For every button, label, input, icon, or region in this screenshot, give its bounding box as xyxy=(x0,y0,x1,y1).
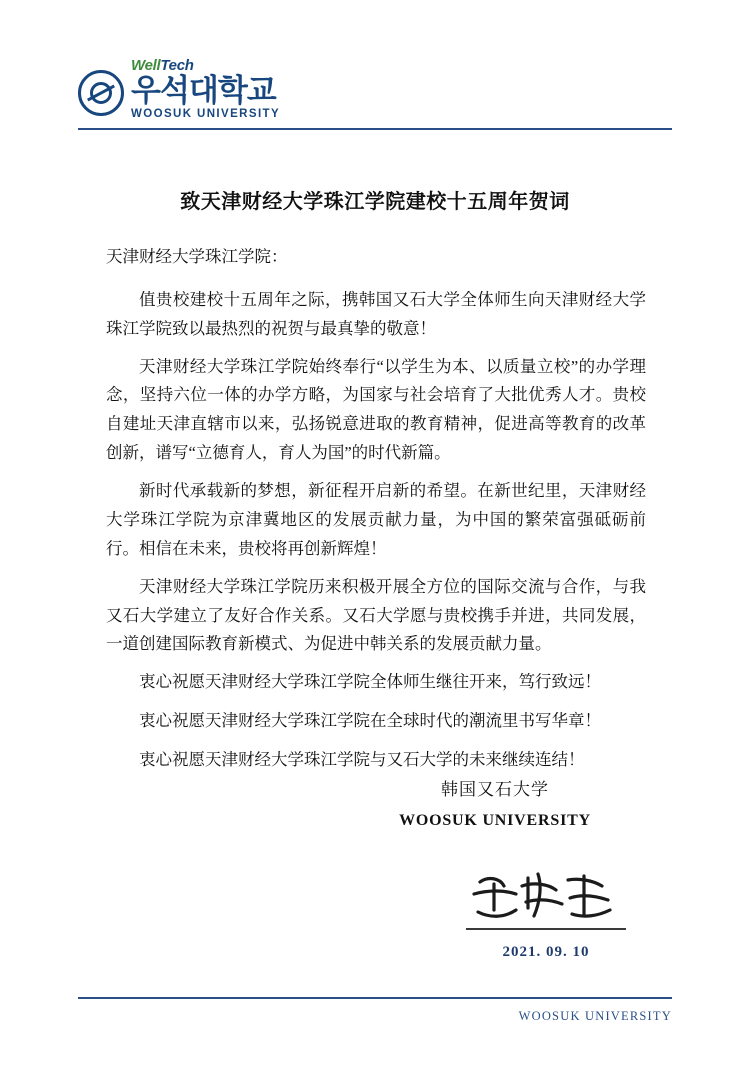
header-divider xyxy=(78,128,672,130)
welltech-wordmark xyxy=(131,58,280,73)
salutation: 天津财经大学珠江学院： xyxy=(106,247,288,266)
welltech-part-well: Well xyxy=(131,56,161,74)
signature-organization-cn: 韩国又石大学 xyxy=(441,780,549,799)
signature-date: 2021. 09. 10 xyxy=(502,944,590,960)
logo-korean-name: 우석대학교 xyxy=(131,72,276,108)
page-title: 致天津财经大学珠江学院建校十五周年贺词 xyxy=(180,191,570,213)
paragraph: 值贵校建校十五周年之际，携韩国又石大学全体师生向天津财经大学珠江学院致以最热烈的祝贺与最真挚的敬意！ xyxy=(106,289,646,338)
paragraph: 衷心祝愿天津财经大学珠江学院全体师生继往开来，笃行致远！ xyxy=(139,672,601,692)
logo-text-block xyxy=(131,58,280,121)
paragraph: 天津财经大学珠江学院始终奉行“以学生为本、以质量立校”的办学理念，坚持六位一体的办学方略，为国家与社会培育了大批优秀人才。贵校自建址天津直辖市以来，弘扬锐意进取的教育精神，促进高等教育的改革创新，谱写“立德育人，育人为国”的时代新篇。 xyxy=(106,356,646,463)
footer-divider xyxy=(78,997,672,999)
paragraph: 天津财经大学珠江学院历来积极开展全方位的国际交流与合作，与我又石大学建立了友好合作关系。又石大学愿与贵校携手并进，共同发展，一道创建国际教育新模式、为促进中韩关系的发展贡献力量。 xyxy=(106,576,646,654)
letterhead-header xyxy=(78,50,678,122)
woosuk-logo xyxy=(78,50,678,120)
footer-label: WOOSUK UNIVERSITY xyxy=(518,1009,672,1023)
signature-block xyxy=(330,775,660,830)
paragraph: 新时代承载新的梦想，新征程开启新的希望。在新世纪里，天津财经大学珠江学院为京津冀地区的发展贡献力量，为中国的繁荣富强砥砺前行。相信在未来，贵校将再创新辉煌！ xyxy=(106,481,646,558)
paragraph: 衷心祝愿天津财经大学珠江学院与又石大学的未来继续连结！ xyxy=(139,750,585,769)
signature-line xyxy=(466,928,626,930)
signature-organization-en: WOOSUK UNIVERSITY xyxy=(399,812,591,829)
welltech-part-tech: Tech xyxy=(160,56,194,74)
letter-body xyxy=(106,245,646,785)
handwritten-signature xyxy=(470,868,620,930)
logo-english-name: WOOSUK UNIVERSITY xyxy=(131,107,281,120)
university-emblem-icon xyxy=(78,70,124,116)
paragraph: 衷心祝愿天津财经大学珠江学院在全球时代的潮流里书写华章！ xyxy=(139,711,601,731)
